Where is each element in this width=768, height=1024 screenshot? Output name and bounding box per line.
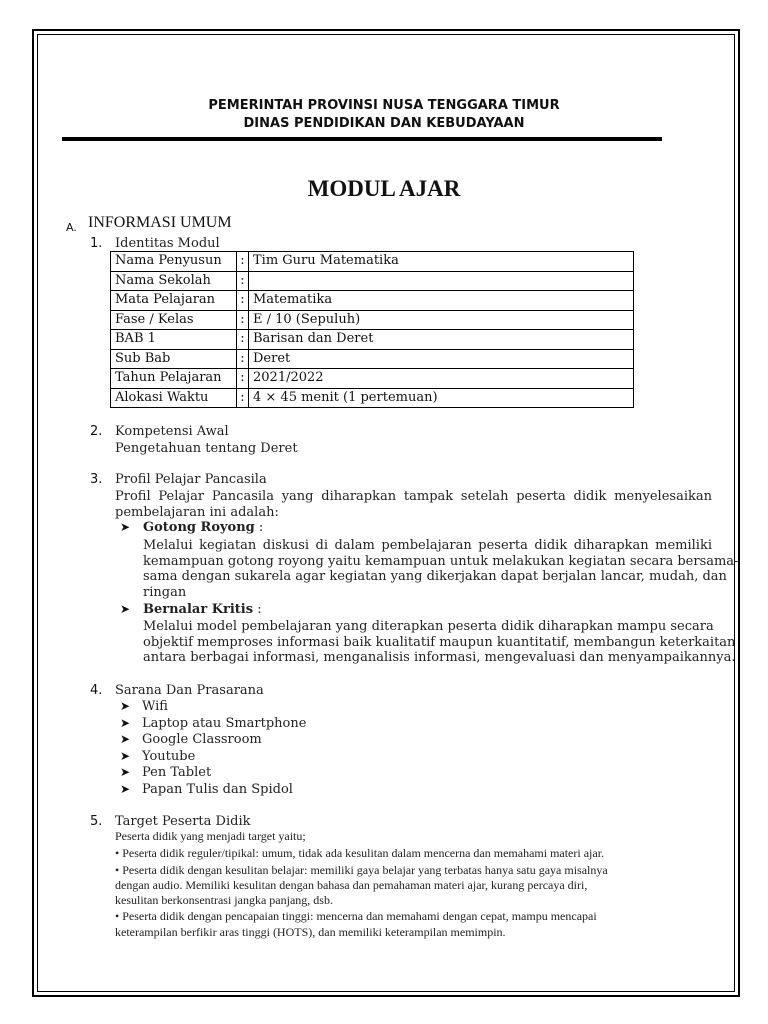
bernalar-kritis-line-1: Melalui model pembelajaran yang diterapkan peserta didik diharapkan mampu secara xyxy=(143,619,714,634)
row-key: Fase / Kelas xyxy=(111,310,237,330)
target-line: • Peserta didik dengan kesulitan belajar: memiliki gaya belajar yang terbatas hanya satu gaya misalnya xyxy=(115,863,608,877)
row-value xyxy=(249,271,634,291)
item2-label: Kompetensi Awal xyxy=(115,424,229,439)
table-row xyxy=(111,310,634,330)
arrow-bullet-icon: ➤ xyxy=(120,765,131,779)
point-gotong-royong-colon: : xyxy=(254,520,264,535)
row-value: Matematika xyxy=(249,291,634,311)
item3-label: Profil Pelajar Pancasila xyxy=(115,472,267,487)
arrow-bullet-icon: ➤ xyxy=(120,748,131,763)
list-item: Google Classroom xyxy=(142,732,262,747)
target-line: kesulitan berkonsentrasi jangka panjang, dsb. xyxy=(115,893,333,907)
item4-number: 4. xyxy=(90,683,103,698)
arrow-bullet-icon: ➤ xyxy=(120,715,131,730)
arrow-bullet-icon: ➤ xyxy=(120,781,131,796)
item5-label: Target Peserta Didik xyxy=(115,814,251,829)
arrow-bullet-icon: ➤ xyxy=(120,699,131,713)
point-bernalar-kritis-colon: : xyxy=(253,602,262,617)
row-value: Barisan dan Deret xyxy=(249,330,634,350)
row-separator: : xyxy=(237,291,249,311)
row-value: Deret xyxy=(249,349,634,369)
section-a-letter: A. xyxy=(66,221,77,234)
header-divider xyxy=(62,137,662,141)
row-value: E / 10 (Sepuluh) xyxy=(249,310,634,330)
list-item: Pen Tablet xyxy=(142,765,212,780)
item3-intro-line-1: Profil Pelajar Pancasila yang diharapkan tampak setelah peserta didik menyelesaikan xyxy=(115,489,712,504)
gotong-royong-line-1: Melalui kegiatan diskusi di dalam pembelajaran peserta didik diharapkan memiliki xyxy=(143,538,712,553)
item5-number: 5. xyxy=(90,814,103,829)
table-row xyxy=(111,291,634,311)
point-bernalar-kritis-label: Bernalar Kritis xyxy=(143,602,254,617)
row-key: Alokasi Waktu xyxy=(111,388,237,408)
table-row xyxy=(111,369,634,389)
row-separator: : xyxy=(237,252,249,272)
target-line: Peserta didik yang menjadi target yaitu; xyxy=(115,829,306,843)
table-row xyxy=(111,330,634,350)
identity-table xyxy=(110,251,634,408)
arrow-bullet-icon: ➤ xyxy=(120,520,131,534)
list-item: Youtube xyxy=(142,748,196,764)
target-line: keterampilan berfikir aras tinggi (HOTS), dan memiliki keterampilan memimpin. xyxy=(115,925,506,939)
arrow-bullet-icon: ➤ xyxy=(120,602,131,616)
point-gotong-royong-title xyxy=(143,520,263,535)
table-row xyxy=(111,349,634,369)
table-row xyxy=(111,252,634,272)
header-line-1: PEMERINTAH PROVINSI NUSA TENGGARA TIMUR xyxy=(208,98,560,113)
row-key: Nama Sekolah xyxy=(111,271,237,291)
row-key: BAB 1 xyxy=(111,330,237,350)
row-separator: : xyxy=(237,271,249,291)
row-key: Nama Penyusun xyxy=(111,252,237,272)
list-item: Wifi xyxy=(142,699,168,714)
item2-text: Pengetahuan tentang Deret xyxy=(115,441,298,456)
target-line: • Peserta didik dengan pencapaian tinggi: mencerna dan memahami dengan cepat, mampu mencapai xyxy=(115,909,597,923)
bernalar-kritis-line-3: antara berbagai informasi, menganalisis informasi, mengevaluasi dan menyampaikannya. xyxy=(143,650,736,665)
row-separator: : xyxy=(237,310,249,330)
item3-intro xyxy=(115,489,712,520)
row-key: Mata Pelajaran xyxy=(111,291,237,311)
row-key: Sub Bab xyxy=(111,349,237,369)
item1-number: 1. xyxy=(90,236,103,251)
row-value: 2021/2022 xyxy=(249,369,634,389)
row-separator: : xyxy=(237,369,249,389)
target-line: • Peserta didik reguler/tipikal: umum, tidak ada kesulitan dalam mencerna dan memahami materi ajar. xyxy=(115,846,605,860)
item3-intro-line-2: pembelajaran ini adalah: xyxy=(115,504,279,520)
bernalar-kritis-line-2: objektif memproses informasi baik kualitatif maupun kuantitatif, membangun keterkaitan xyxy=(143,634,736,650)
item4-label: Sarana Dan Prasarana xyxy=(115,683,264,698)
item1-label: Identitas Modul xyxy=(115,236,220,251)
section-a-heading: INFORMASI UMUM xyxy=(88,214,232,231)
page-title: MODUL AJAR xyxy=(307,176,461,201)
row-separator: : xyxy=(237,388,249,408)
arrow-bullet-icon: ➤ xyxy=(120,732,131,746)
item3-number: 3. xyxy=(90,472,103,487)
point-bernalar-kritis-title xyxy=(143,602,262,617)
row-value: Tim Guru Matematika xyxy=(249,252,634,272)
row-separator: : xyxy=(237,349,249,369)
gotong-royong-line-4: ringan xyxy=(143,584,187,600)
table-row xyxy=(111,271,634,291)
header-line-2: DINAS PENDIDIKAN DAN KEBUDAYAAN xyxy=(243,116,525,131)
point-gotong-royong-label: Gotong Royong xyxy=(143,520,255,535)
gotong-royong-line-2: kemampuan gotong royong yaitu kemampuan untuk melakukan kegiatan secara bersama- xyxy=(143,553,739,569)
gotong-royong-line-3: sama dengan sukarela agar kegiatan yang dikerjakan dapat berjalan lancar, mudah, dan xyxy=(143,569,727,584)
row-separator: : xyxy=(237,330,249,350)
point-gotong-royong-text xyxy=(143,538,739,600)
target-line: dengan audio. Memiliki kesulitan dengan bahasa dan pemahaman materi ajar, kurang percaya diri, xyxy=(115,878,588,892)
row-value: 4 × 45 menit (1 pertemuan) xyxy=(249,388,634,408)
list-item: Papan Tulis dan Spidol xyxy=(142,781,293,797)
row-key: Tahun Pelajaran xyxy=(111,369,237,389)
table-row xyxy=(111,388,634,408)
item2-number: 2. xyxy=(90,424,103,439)
point-bernalar-kritis-text xyxy=(143,619,736,666)
list-item: Laptop atau Smartphone xyxy=(142,715,307,731)
